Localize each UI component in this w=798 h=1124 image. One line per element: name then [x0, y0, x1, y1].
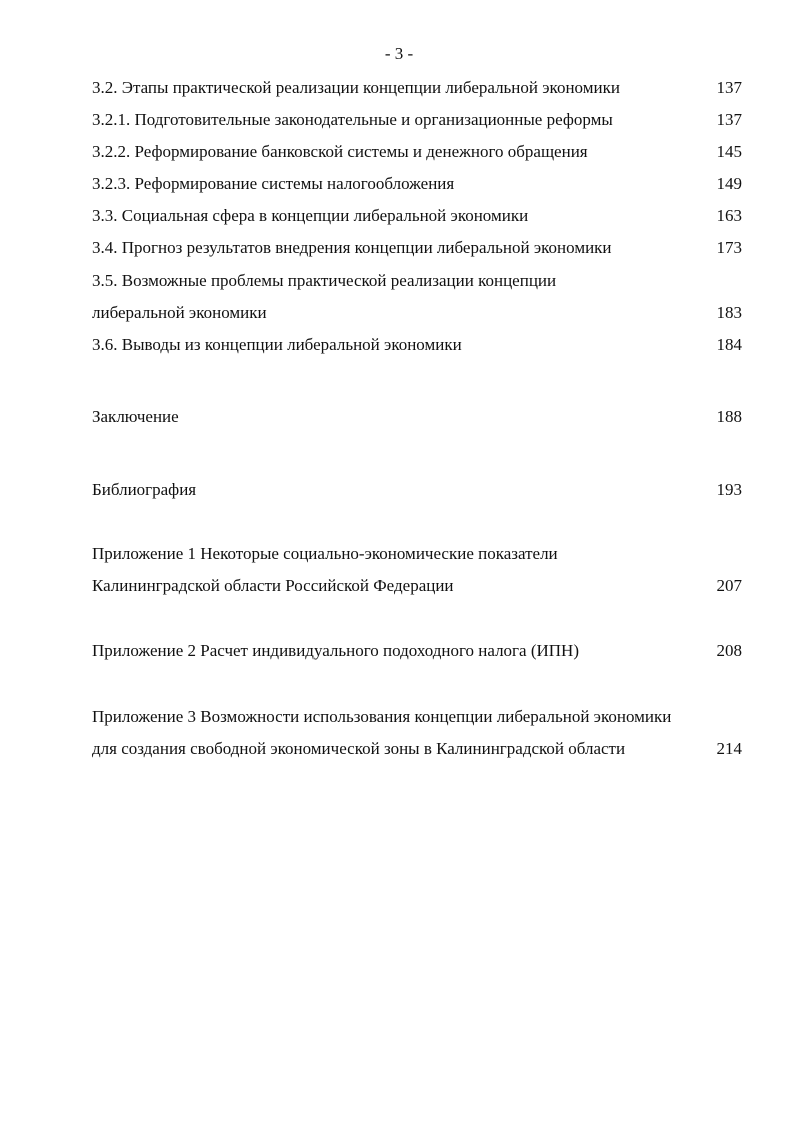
toc-entry-page: 137: [716, 110, 742, 129]
toc-entry-title: 3.4. Прогноз результатов внедрения концепции либеральной экономики: [92, 238, 612, 257]
toc-entry-page: 183: [716, 303, 742, 322]
toc-entry-page: 208: [716, 641, 742, 660]
toc-entry-title: 3.3. Социальная сфера в концепции либеральной экономики: [92, 206, 529, 225]
toc-entry-page: 137: [716, 78, 742, 97]
toc-entry-page: 214: [716, 739, 742, 758]
toc-entry-page: 149: [716, 174, 742, 193]
toc-entry-title: либеральной экономики: [92, 303, 267, 322]
toc-entry-title: Приложение 3 Возможности использования концепции либеральной экономики: [92, 707, 672, 726]
toc-entry-title: 3.2.1. Подготовительные законодательные и организационные реформы: [92, 110, 613, 129]
toc-entry-title: Приложение 1 Некоторые социально-экономические показатели: [92, 544, 558, 563]
page-number: - 3 -: [384, 44, 414, 63]
toc-entry-title: 3.2. Этапы практической реализации концепции либеральной экономики: [92, 78, 620, 97]
toc-entry-title: 3.5. Возможные проблемы практической реализации концепции: [92, 271, 557, 290]
toc-entry-page: 173: [716, 238, 742, 257]
toc-entry-title: 3.6. Выводы из концепции либеральной экономики: [92, 335, 462, 354]
toc-entry-title: 3.2.2. Реформирование банковской системы и денежного обращения: [92, 142, 588, 161]
toc-entry-page: 193: [716, 480, 742, 499]
toc-entry-page: 145: [716, 142, 742, 161]
toc-entry-page: 207: [716, 576, 742, 595]
toc-entry-title: для создания свободной экономической зоны в Калининградской области: [92, 739, 626, 758]
toc-entry-title: 3.2.3. Реформирование системы налогообложения: [92, 174, 455, 193]
toc-entry-page: 184: [716, 335, 742, 354]
toc-entry-title: Библиография: [92, 480, 197, 499]
toc-entry-page: 163: [716, 206, 742, 225]
toc-entry-title: Приложение 2 Расчет индивидуального подоходного налога (ИПН): [92, 641, 579, 660]
toc-entry-title: Заключение: [92, 407, 179, 426]
toc-entry-title: Калининградской области Российской Федерации: [92, 576, 454, 595]
toc-entry-page: 188: [716, 407, 742, 426]
